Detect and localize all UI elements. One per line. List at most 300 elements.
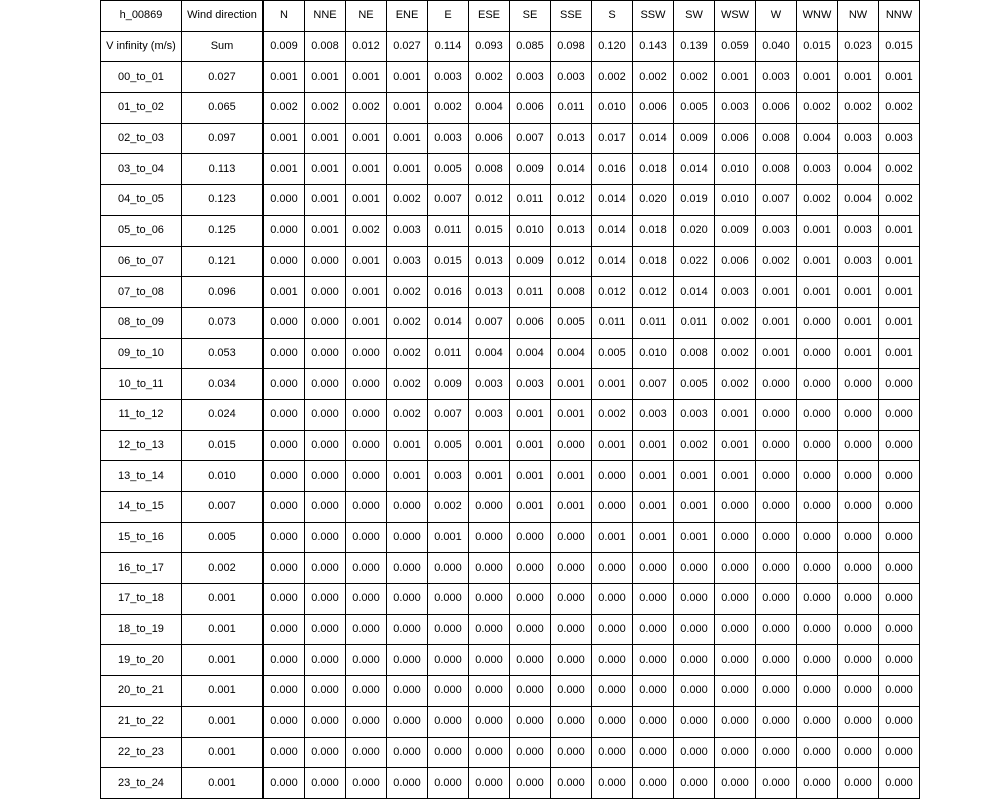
frequency-value-cell: 0.000 [551, 430, 592, 461]
frequency-value-cell: 0.000 [715, 584, 756, 615]
frequency-value-cell: 0.000 [797, 338, 838, 369]
row-sum-cell: 0.002 [182, 553, 264, 584]
frequency-value-cell: 0.001 [551, 399, 592, 430]
frequency-value-cell: 0.003 [756, 215, 797, 246]
speed-bin-label-cell: 02_to_03 [101, 123, 182, 154]
frequency-value-cell: 0.003 [879, 123, 920, 154]
frequency-value-cell: 0.000 [797, 307, 838, 338]
frequency-value-cell: 0.000 [592, 706, 633, 737]
direction-sum-cell: 0.085 [510, 31, 551, 62]
frequency-value-cell: 0.004 [838, 185, 879, 216]
frequency-value-cell: 0.000 [510, 553, 551, 584]
frequency-value-cell: 0.000 [838, 522, 879, 553]
frequency-value-cell: 0.002 [469, 62, 510, 93]
frequency-value-cell: 0.000 [592, 676, 633, 707]
direction-sum-cell: 0.008 [305, 31, 346, 62]
frequency-value-cell: 0.000 [428, 706, 469, 737]
table-row [101, 492, 920, 523]
frequency-value-cell: 0.014 [428, 307, 469, 338]
frequency-value-cell: 0.014 [551, 154, 592, 185]
frequency-value-cell: 0.000 [715, 522, 756, 553]
frequency-value-cell: 0.000 [346, 461, 387, 492]
frequency-value-cell: 0.001 [346, 123, 387, 154]
frequency-value-cell: 0.001 [674, 492, 715, 523]
frequency-value-cell: 0.000 [263, 430, 305, 461]
frequency-value-cell: 0.000 [551, 768, 592, 799]
frequency-value-cell: 0.002 [346, 93, 387, 124]
frequency-value-cell: 0.006 [715, 246, 756, 277]
frequency-value-cell: 0.000 [510, 522, 551, 553]
speed-bin-label-cell: 01_to_02 [101, 93, 182, 124]
frequency-value-cell: 0.004 [469, 338, 510, 369]
row-sum-cell: 0.001 [182, 676, 264, 707]
frequency-value-cell: 0.002 [387, 338, 428, 369]
frequency-value-cell: 0.000 [263, 461, 305, 492]
frequency-value-cell: 0.002 [879, 154, 920, 185]
frequency-value-cell: 0.000 [838, 645, 879, 676]
corner-label-cell: h_00869 [101, 1, 182, 32]
direction-header-cell: WSW [715, 1, 756, 32]
frequency-value-cell: 0.000 [756, 399, 797, 430]
row-sum-cell: 0.125 [182, 215, 264, 246]
frequency-value-cell: 0.001 [346, 154, 387, 185]
frequency-value-cell: 0.002 [838, 93, 879, 124]
frequency-value-cell: 0.013 [469, 246, 510, 277]
frequency-value-cell: 0.010 [715, 185, 756, 216]
frequency-value-cell: 0.001 [715, 62, 756, 93]
frequency-value-cell: 0.000 [428, 737, 469, 768]
frequency-value-cell: 0.001 [551, 461, 592, 492]
frequency-value-cell: 0.000 [551, 584, 592, 615]
frequency-value-cell: 0.003 [838, 246, 879, 277]
frequency-value-cell: 0.000 [305, 492, 346, 523]
frequency-value-cell: 0.000 [633, 584, 674, 615]
frequency-value-cell: 0.012 [469, 185, 510, 216]
table-row [101, 338, 920, 369]
frequency-value-cell: 0.000 [592, 553, 633, 584]
frequency-value-cell: 0.000 [551, 706, 592, 737]
frequency-value-cell: 0.002 [346, 215, 387, 246]
frequency-value-cell: 0.011 [428, 338, 469, 369]
frequency-value-cell: 0.001 [879, 307, 920, 338]
table-row [101, 123, 920, 154]
frequency-value-cell: 0.004 [797, 123, 838, 154]
frequency-value-cell: 0.000 [305, 277, 346, 308]
frequency-value-cell: 0.004 [551, 338, 592, 369]
frequency-value-cell: 0.000 [715, 492, 756, 523]
table-row [101, 215, 920, 246]
frequency-value-cell: 0.011 [551, 93, 592, 124]
frequency-value-cell: 0.001 [756, 307, 797, 338]
frequency-value-cell: 0.005 [428, 430, 469, 461]
row-sum-cell: 0.015 [182, 430, 264, 461]
frequency-value-cell: 0.000 [346, 522, 387, 553]
frequency-value-cell: 0.000 [305, 584, 346, 615]
frequency-value-cell: 0.000 [346, 645, 387, 676]
frequency-value-cell: 0.000 [592, 645, 633, 676]
frequency-value-cell: 0.006 [633, 93, 674, 124]
direction-sum-cell: 0.015 [879, 31, 920, 62]
frequency-value-cell: 0.000 [263, 215, 305, 246]
frequency-value-cell: 0.000 [346, 553, 387, 584]
frequency-value-cell: 0.010 [633, 338, 674, 369]
speed-bin-label-cell: 06_to_07 [101, 246, 182, 277]
frequency-value-cell: 0.001 [633, 492, 674, 523]
frequency-value-cell: 0.002 [715, 369, 756, 400]
speed-bin-label-cell: 08_to_09 [101, 307, 182, 338]
frequency-value-cell: 0.001 [592, 430, 633, 461]
frequency-value-cell: 0.000 [756, 614, 797, 645]
frequency-value-cell: 0.000 [797, 645, 838, 676]
frequency-value-cell: 0.001 [263, 277, 305, 308]
table-row [101, 430, 920, 461]
frequency-value-cell: 0.003 [387, 215, 428, 246]
frequency-value-cell: 0.001 [715, 461, 756, 492]
frequency-value-cell: 0.000 [797, 706, 838, 737]
frequency-value-cell: 0.017 [592, 123, 633, 154]
frequency-value-cell: 0.001 [263, 123, 305, 154]
direction-header-cell: W [756, 1, 797, 32]
row-sum-cell: 0.096 [182, 277, 264, 308]
frequency-value-cell: 0.003 [469, 399, 510, 430]
frequency-value-cell: 0.000 [305, 369, 346, 400]
direction-header-cell: ESE [469, 1, 510, 32]
frequency-value-cell: 0.000 [346, 706, 387, 737]
table-row [101, 706, 920, 737]
row-sum-cell: 0.007 [182, 492, 264, 523]
frequency-value-cell: 0.010 [510, 215, 551, 246]
frequency-value-cell: 0.001 [387, 430, 428, 461]
frequency-value-cell: 0.002 [305, 93, 346, 124]
direction-header-cell: S [592, 1, 633, 32]
frequency-value-cell: 0.002 [633, 62, 674, 93]
frequency-value-cell: 0.009 [510, 246, 551, 277]
frequency-value-cell: 0.000 [797, 369, 838, 400]
frequency-value-cell: 0.012 [633, 277, 674, 308]
frequency-value-cell: 0.004 [510, 338, 551, 369]
frequency-value-cell: 0.014 [592, 185, 633, 216]
frequency-value-cell: 0.000 [263, 706, 305, 737]
speed-bin-label-cell: 05_to_06 [101, 215, 182, 246]
frequency-value-cell: 0.000 [428, 553, 469, 584]
frequency-value-cell: 0.000 [263, 307, 305, 338]
frequency-value-cell: 0.000 [510, 768, 551, 799]
frequency-value-cell: 0.012 [551, 185, 592, 216]
table-row [101, 277, 920, 308]
frequency-value-cell: 0.001 [838, 62, 879, 93]
frequency-value-cell: 0.000 [305, 461, 346, 492]
frequency-value-cell: 0.020 [633, 185, 674, 216]
frequency-value-cell: 0.000 [838, 768, 879, 799]
frequency-value-cell: 0.000 [797, 614, 838, 645]
direction-header-cell: SE [510, 1, 551, 32]
table-row [101, 62, 920, 93]
frequency-value-cell: 0.000 [387, 676, 428, 707]
frequency-value-cell: 0.000 [469, 768, 510, 799]
frequency-value-cell: 0.000 [428, 676, 469, 707]
direction-sum-cell: 0.098 [551, 31, 592, 62]
frequency-value-cell: 0.000 [838, 369, 879, 400]
header-row-directions [101, 1, 920, 32]
frequency-value-cell: 0.001 [592, 369, 633, 400]
speed-bin-label-cell: 19_to_20 [101, 645, 182, 676]
frequency-value-cell: 0.003 [428, 461, 469, 492]
frequency-value-cell: 0.000 [428, 645, 469, 676]
frequency-value-cell: 0.000 [510, 584, 551, 615]
speed-bin-label-cell: 00_to_01 [101, 62, 182, 93]
frequency-value-cell: 0.000 [263, 676, 305, 707]
frequency-value-cell: 0.002 [428, 492, 469, 523]
frequency-value-cell: 0.002 [715, 307, 756, 338]
table-row [101, 246, 920, 277]
frequency-value-cell: 0.000 [756, 461, 797, 492]
direction-header-cell: WNW [797, 1, 838, 32]
frequency-value-cell: 0.003 [838, 215, 879, 246]
frequency-value-cell: 0.000 [797, 522, 838, 553]
frequency-value-cell: 0.000 [756, 553, 797, 584]
direction-sum-cell: 0.143 [633, 31, 674, 62]
frequency-value-cell: 0.000 [756, 645, 797, 676]
frequency-value-cell: 0.000 [674, 645, 715, 676]
row-sum-cell: 0.001 [182, 645, 264, 676]
frequency-value-cell: 0.000 [674, 614, 715, 645]
frequency-value-cell: 0.001 [387, 123, 428, 154]
frequency-value-cell: 0.000 [674, 768, 715, 799]
frequency-value-cell: 0.000 [346, 492, 387, 523]
frequency-value-cell: 0.000 [879, 522, 920, 553]
table-row [101, 584, 920, 615]
frequency-value-cell: 0.010 [592, 93, 633, 124]
frequency-value-cell: 0.002 [797, 185, 838, 216]
frequency-value-cell: 0.000 [428, 584, 469, 615]
frequency-value-cell: 0.000 [633, 614, 674, 645]
frequency-value-cell: 0.000 [756, 430, 797, 461]
direction-header-cell: SW [674, 1, 715, 32]
frequency-value-cell: 0.015 [428, 246, 469, 277]
frequency-value-cell: 0.003 [715, 93, 756, 124]
frequency-value-cell: 0.011 [633, 307, 674, 338]
frequency-value-cell: 0.000 [879, 584, 920, 615]
frequency-value-cell: 0.000 [592, 614, 633, 645]
frequency-value-cell: 0.000 [346, 737, 387, 768]
frequency-value-cell: 0.003 [551, 62, 592, 93]
table-row [101, 154, 920, 185]
frequency-value-cell: 0.000 [263, 492, 305, 523]
frequency-value-cell: 0.000 [633, 553, 674, 584]
frequency-value-cell: 0.006 [715, 123, 756, 154]
row-sum-cell: 0.034 [182, 369, 264, 400]
direction-header-cell: NE [346, 1, 387, 32]
frequency-value-cell: 0.007 [633, 369, 674, 400]
frequency-value-cell: 0.000 [305, 338, 346, 369]
frequency-value-cell: 0.000 [305, 522, 346, 553]
frequency-value-cell: 0.002 [428, 93, 469, 124]
frequency-value-cell: 0.000 [592, 461, 633, 492]
frequency-value-cell: 0.001 [879, 215, 920, 246]
frequency-value-cell: 0.006 [756, 93, 797, 124]
frequency-value-cell: 0.002 [387, 185, 428, 216]
frequency-value-cell: 0.000 [797, 553, 838, 584]
frequency-value-cell: 0.000 [263, 338, 305, 369]
frequency-value-cell: 0.000 [510, 645, 551, 676]
frequency-value-cell: 0.000 [551, 676, 592, 707]
frequency-value-cell: 0.000 [551, 522, 592, 553]
speed-bin-label-cell: 04_to_05 [101, 185, 182, 216]
frequency-value-cell: 0.003 [469, 369, 510, 400]
frequency-value-cell: 0.002 [879, 185, 920, 216]
frequency-value-cell: 0.001 [756, 338, 797, 369]
frequency-value-cell: 0.000 [838, 676, 879, 707]
frequency-value-cell: 0.000 [428, 614, 469, 645]
frequency-value-cell: 0.000 [346, 676, 387, 707]
row-sum-cell: 0.053 [182, 338, 264, 369]
frequency-value-cell: 0.000 [879, 768, 920, 799]
frequency-value-cell: 0.000 [387, 492, 428, 523]
frequency-value-cell: 0.000 [551, 737, 592, 768]
row-sum-cell: 0.024 [182, 399, 264, 430]
frequency-value-cell: 0.005 [674, 93, 715, 124]
frequency-value-cell: 0.006 [469, 123, 510, 154]
frequency-value-cell: 0.000 [756, 369, 797, 400]
table-row [101, 676, 920, 707]
frequency-value-cell: 0.000 [715, 706, 756, 737]
frequency-value-cell: 0.014 [592, 246, 633, 277]
frequency-value-cell: 0.000 [756, 706, 797, 737]
frequency-value-cell: 0.000 [797, 430, 838, 461]
frequency-value-cell: 0.007 [428, 399, 469, 430]
frequency-value-cell: 0.002 [263, 93, 305, 124]
direction-header-cell: E [428, 1, 469, 32]
frequency-value-cell: 0.001 [838, 338, 879, 369]
frequency-value-cell: 0.001 [879, 338, 920, 369]
table-row [101, 399, 920, 430]
frequency-value-cell: 0.000 [510, 737, 551, 768]
frequency-value-cell: 0.001 [469, 430, 510, 461]
frequency-value-cell: 0.000 [469, 522, 510, 553]
row-sum-cell: 0.001 [182, 584, 264, 615]
frequency-value-cell: 0.019 [674, 185, 715, 216]
speed-bin-label-cell: 13_to_14 [101, 461, 182, 492]
frequency-value-cell: 0.000 [633, 737, 674, 768]
frequency-value-cell: 0.001 [263, 62, 305, 93]
frequency-value-cell: 0.001 [305, 185, 346, 216]
frequency-value-cell: 0.000 [551, 614, 592, 645]
table-row [101, 737, 920, 768]
frequency-value-cell: 0.007 [756, 185, 797, 216]
frequency-value-cell: 0.004 [838, 154, 879, 185]
frequency-value-cell: 0.008 [551, 277, 592, 308]
frequency-value-cell: 0.000 [674, 737, 715, 768]
header-row-sums [101, 31, 920, 62]
table-row [101, 553, 920, 584]
sum-header-cell: Sum [182, 31, 264, 62]
frequency-value-cell: 0.000 [879, 430, 920, 461]
frequency-value-cell: 0.001 [633, 461, 674, 492]
speed-bin-label-cell: 22_to_23 [101, 737, 182, 768]
frequency-value-cell: 0.000 [263, 399, 305, 430]
frequency-value-cell: 0.000 [674, 553, 715, 584]
frequency-value-cell: 0.003 [674, 399, 715, 430]
row-sum-cell: 0.001 [182, 706, 264, 737]
row-sum-cell: 0.027 [182, 62, 264, 93]
direction-header-cell: SSE [551, 1, 592, 32]
row-sum-cell: 0.001 [182, 768, 264, 799]
frequency-value-cell: 0.000 [756, 584, 797, 615]
frequency-value-cell: 0.001 [510, 492, 551, 523]
frequency-value-cell: 0.011 [428, 215, 469, 246]
frequency-value-cell: 0.000 [305, 768, 346, 799]
frequency-value-cell: 0.002 [756, 246, 797, 277]
frequency-value-cell: 0.000 [756, 676, 797, 707]
frequency-value-cell: 0.000 [263, 369, 305, 400]
direction-sum-cell: 0.027 [387, 31, 428, 62]
frequency-value-cell: 0.000 [263, 553, 305, 584]
direction-sum-cell: 0.040 [756, 31, 797, 62]
frequency-value-cell: 0.002 [592, 62, 633, 93]
frequency-value-cell: 0.001 [674, 461, 715, 492]
frequency-value-cell: 0.000 [756, 522, 797, 553]
frequency-value-cell: 0.000 [633, 645, 674, 676]
frequency-value-cell: 0.016 [428, 277, 469, 308]
frequency-value-cell: 0.014 [592, 215, 633, 246]
frequency-value-cell: 0.001 [674, 522, 715, 553]
direction-header-cell: NNW [879, 1, 920, 32]
frequency-value-cell: 0.002 [674, 430, 715, 461]
row-sum-cell: 0.001 [182, 614, 264, 645]
frequency-value-cell: 0.001 [346, 62, 387, 93]
frequency-value-cell: 0.006 [510, 93, 551, 124]
frequency-value-cell: 0.000 [387, 645, 428, 676]
frequency-value-cell: 0.001 [879, 277, 920, 308]
frequency-value-cell: 0.010 [715, 154, 756, 185]
speed-header-cell: V infinity (m/s) [101, 31, 182, 62]
frequency-value-cell: 0.000 [633, 676, 674, 707]
frequency-value-cell: 0.001 [346, 246, 387, 277]
table-row [101, 522, 920, 553]
speed-bin-label-cell: 07_to_08 [101, 277, 182, 308]
direction-header-cell: SSW [633, 1, 674, 32]
speed-bin-label-cell: 23_to_24 [101, 768, 182, 799]
frequency-value-cell: 0.001 [510, 430, 551, 461]
frequency-value-cell: 0.013 [469, 277, 510, 308]
frequency-value-cell: 0.018 [633, 215, 674, 246]
frequency-value-cell: 0.008 [674, 338, 715, 369]
frequency-value-cell: 0.000 [305, 553, 346, 584]
frequency-value-cell: 0.000 [469, 614, 510, 645]
frequency-value-cell: 0.000 [838, 553, 879, 584]
frequency-value-cell: 0.000 [879, 553, 920, 584]
frequency-value-cell: 0.000 [305, 676, 346, 707]
frequency-value-cell: 0.001 [510, 399, 551, 430]
frequency-value-cell: 0.001 [305, 123, 346, 154]
frequency-value-cell: 0.000 [346, 584, 387, 615]
frequency-value-cell: 0.003 [838, 123, 879, 154]
frequency-value-cell: 0.000 [879, 614, 920, 645]
frequency-value-cell: 0.001 [387, 154, 428, 185]
frequency-value-cell: 0.002 [387, 369, 428, 400]
frequency-value-cell: 0.007 [428, 185, 469, 216]
frequency-value-cell: 0.000 [469, 492, 510, 523]
frequency-value-cell: 0.000 [592, 768, 633, 799]
speed-bin-label-cell: 03_to_04 [101, 154, 182, 185]
frequency-value-cell: 0.000 [674, 676, 715, 707]
frequency-value-cell: 0.000 [551, 553, 592, 584]
direction-sum-cell: 0.059 [715, 31, 756, 62]
direction-sum-cell: 0.012 [346, 31, 387, 62]
frequency-value-cell: 0.003 [510, 369, 551, 400]
frequency-value-cell: 0.000 [879, 706, 920, 737]
frequency-value-cell: 0.000 [305, 706, 346, 737]
